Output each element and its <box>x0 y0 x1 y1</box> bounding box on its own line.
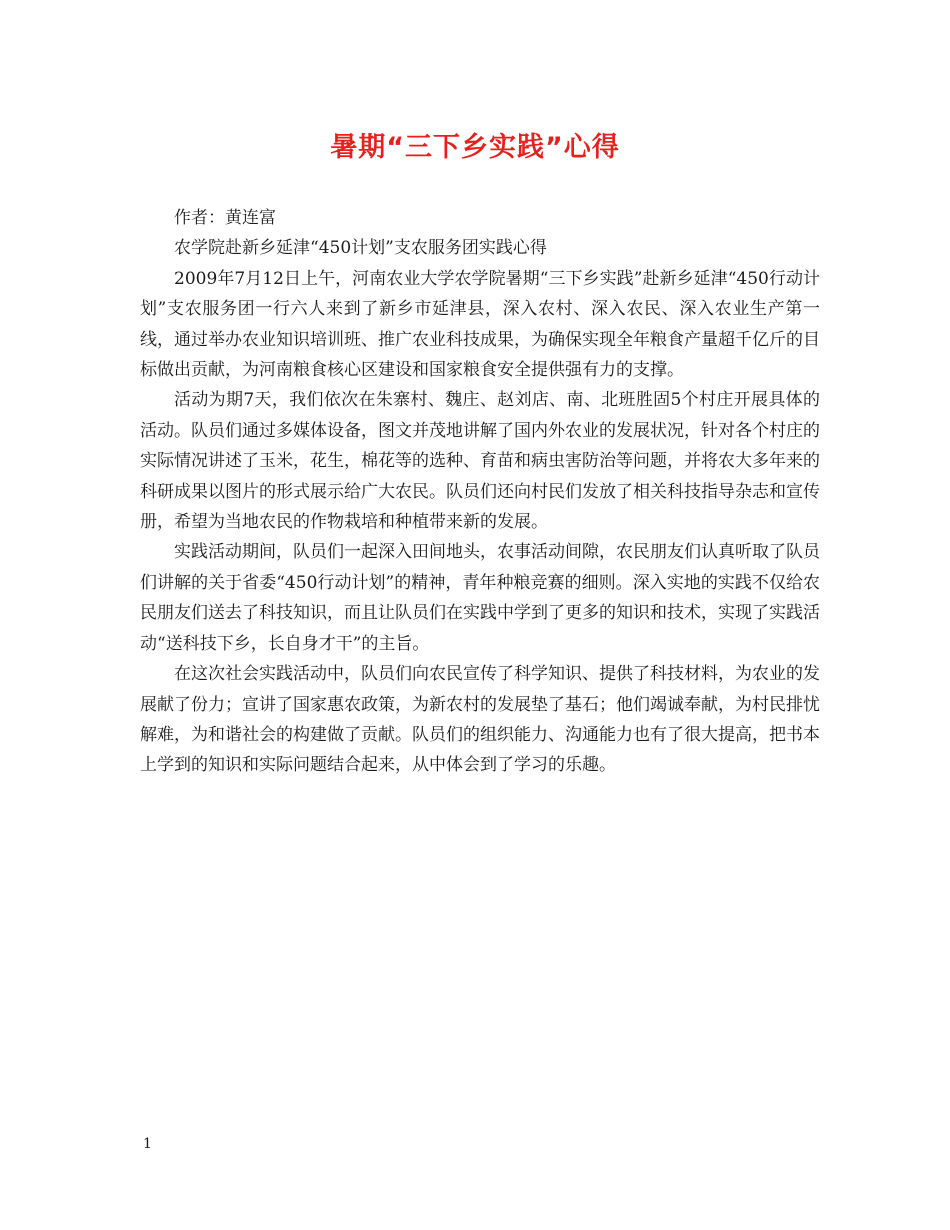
author-line: 作者：黄连富 <box>174 208 276 228</box>
paragraph-1: 2009年7月12日上午，河南农业大学农学院暑期“三下乡实践”赴新乡延津“450行动计划”支农服务团一行六人来到了新乡市延津县，深入农村、深入农民、深入农业生产第一线，通过举办农业知识培训班、推广农业科技成果，为确保实现全年粮食产量超千亿斤的目标做出贡献，为河南粮食核心区建设和国家粮食安全提供强有力的支撑。 <box>140 268 820 381</box>
document-body <box>140 203 820 781</box>
subtitle-line: 农学院赴新乡延津“450计划”支农服务团实践心得 <box>174 238 547 259</box>
page-number: 1 <box>143 1136 152 1152</box>
document-title: 暑期“三下乡实践”心得 <box>330 132 620 163</box>
paragraph-4: 在这次社会实践活动中，队员们向农民宣传了科学知识、提供了科技材料，为农业的发展献了份力；宣讲了国家惠农政策，为新农村的发展垫了基石；他们竭诚奉献，为村民排忧解难，为和谐社会的构建做了贡献。队员们的组织能力、沟通能力也有了很大提高，把书本上学到的知识和实际问题结合起来，从中体会到了学习的乐趣。 <box>140 664 820 776</box>
paragraph-2: 活动为期7天，我们依次在朱寨村、魏庄、赵刘店、南、北班胜固5个村庄开展具体的活动。队员们通过多媒体设备，图文并茂地讲解了国内外农业的发展状况，针对各个村庄的实际情况讲述了玉米，花生，棉花等的选种、育苗和病虫害防治等问题，并将农大多年来的科研成果以图片的形式展示给广大农民。队员们还向村民们发放了相关科技指导杂志和宣传册，希望为当地农民的作物栽培和种植带来新的发展。 <box>140 390 820 533</box>
paragraph-3: 实践活动期间，队员们一起深入田间地头，农事活动间隙，农民朋友们认真听取了队员们讲解的关于省委“450行动计划”的精神，青年种粮竞赛的细则。深入实地的实践不仅给农民朋友们送去了科技知识，而且让队员们在实践中学到了更多的知识和技术，实现了实践活动“送科技下乡，长自身才干”的主旨。 <box>140 542 820 654</box>
